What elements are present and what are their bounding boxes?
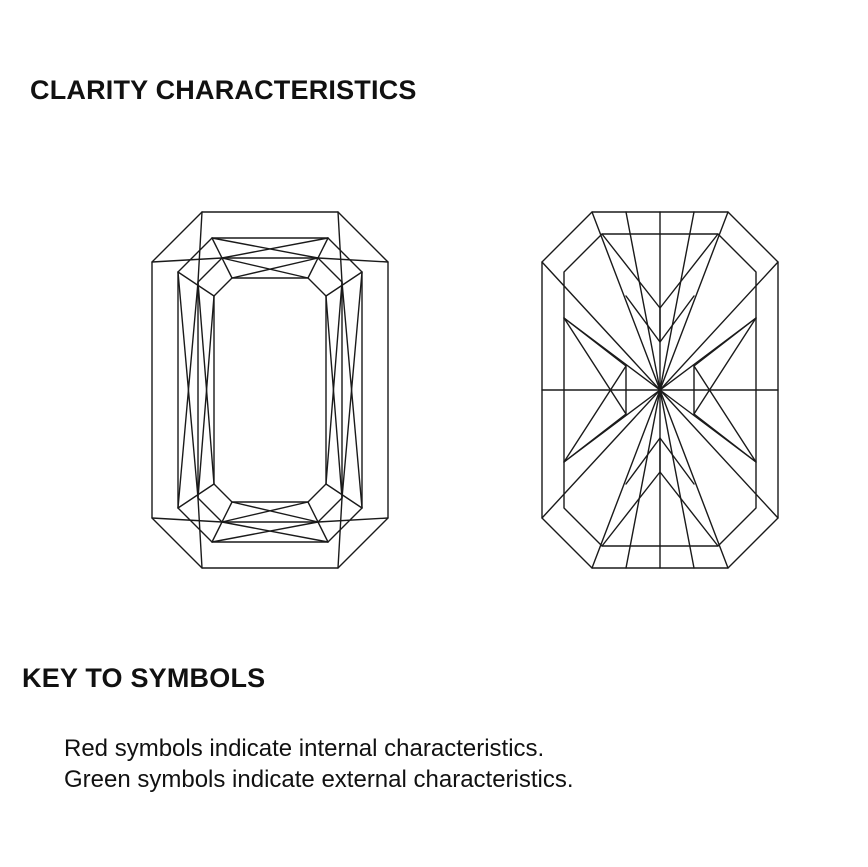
key-legend-external: Green symbols indicate external characteristics.: [64, 766, 574, 793]
pavilion-view-svg: [530, 200, 790, 580]
key-to-symbols-title: KEY TO SYMBOLS: [22, 663, 266, 693]
page-title: CLARITY CHARACTERISTICS: [30, 75, 417, 105]
crown-view-svg: [140, 200, 400, 580]
key-legend-internal: Red symbols indicate internal characteristics.: [64, 735, 545, 762]
pavilion-view-diagram: [530, 200, 790, 580]
crown-view-diagram: [140, 200, 400, 580]
